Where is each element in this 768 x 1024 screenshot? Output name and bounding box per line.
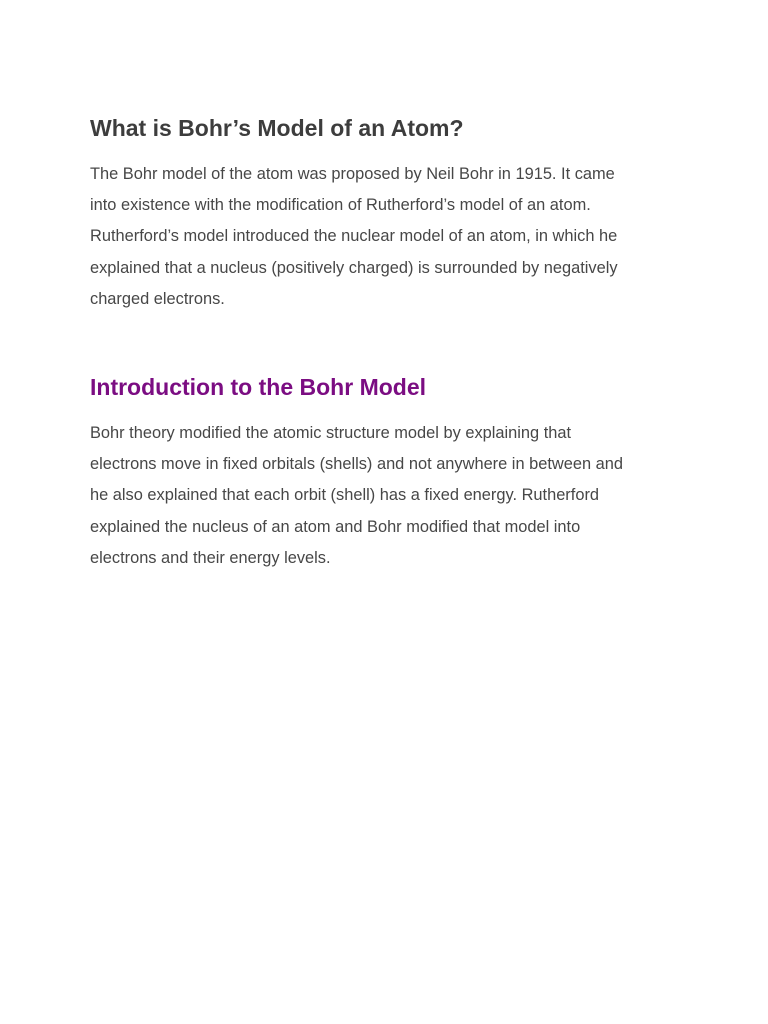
- paragraph-line: charged electrons.: [90, 289, 225, 308]
- paragraph-line: The Bohr model of the atom was proposed by Neil Bohr in 1915. It came: [90, 165, 615, 183]
- section-heading-bohr-model: What is Bohr’s Model of an Atom?: [90, 115, 464, 141]
- paragraph-line: he also explained that each orbit (shell) has a fixed energy. Rutherford: [90, 486, 600, 505]
- section-paragraph-introduction: [90, 418, 690, 574]
- paragraph-line: electrons and their energy levels.: [90, 548, 331, 567]
- paragraph-line: into existence with the modification of Rutherford’s model of an atom.: [90, 196, 591, 215]
- section-heading-introduction: Introduction to the Bohr Model: [90, 374, 427, 401]
- paragraph-line: Rutherford’s model introduced the nuclear model of an atom, in which he: [90, 227, 618, 246]
- paragraph-line: electrons move in fixed orbitals (shells) and not anywhere in between and: [90, 455, 623, 474]
- article-content: [90, 112, 690, 574]
- section-paragraph-bohr-model: [90, 159, 690, 315]
- paragraph-line: Bohr theory modified the atomic structure model by explaining that: [90, 424, 572, 443]
- paragraph-line: explained the nucleus of an atom and Bohr modified that model into: [90, 517, 581, 536]
- paragraph-line: explained that a nucleus (positively charged) is surrounded by negatively: [90, 258, 618, 277]
